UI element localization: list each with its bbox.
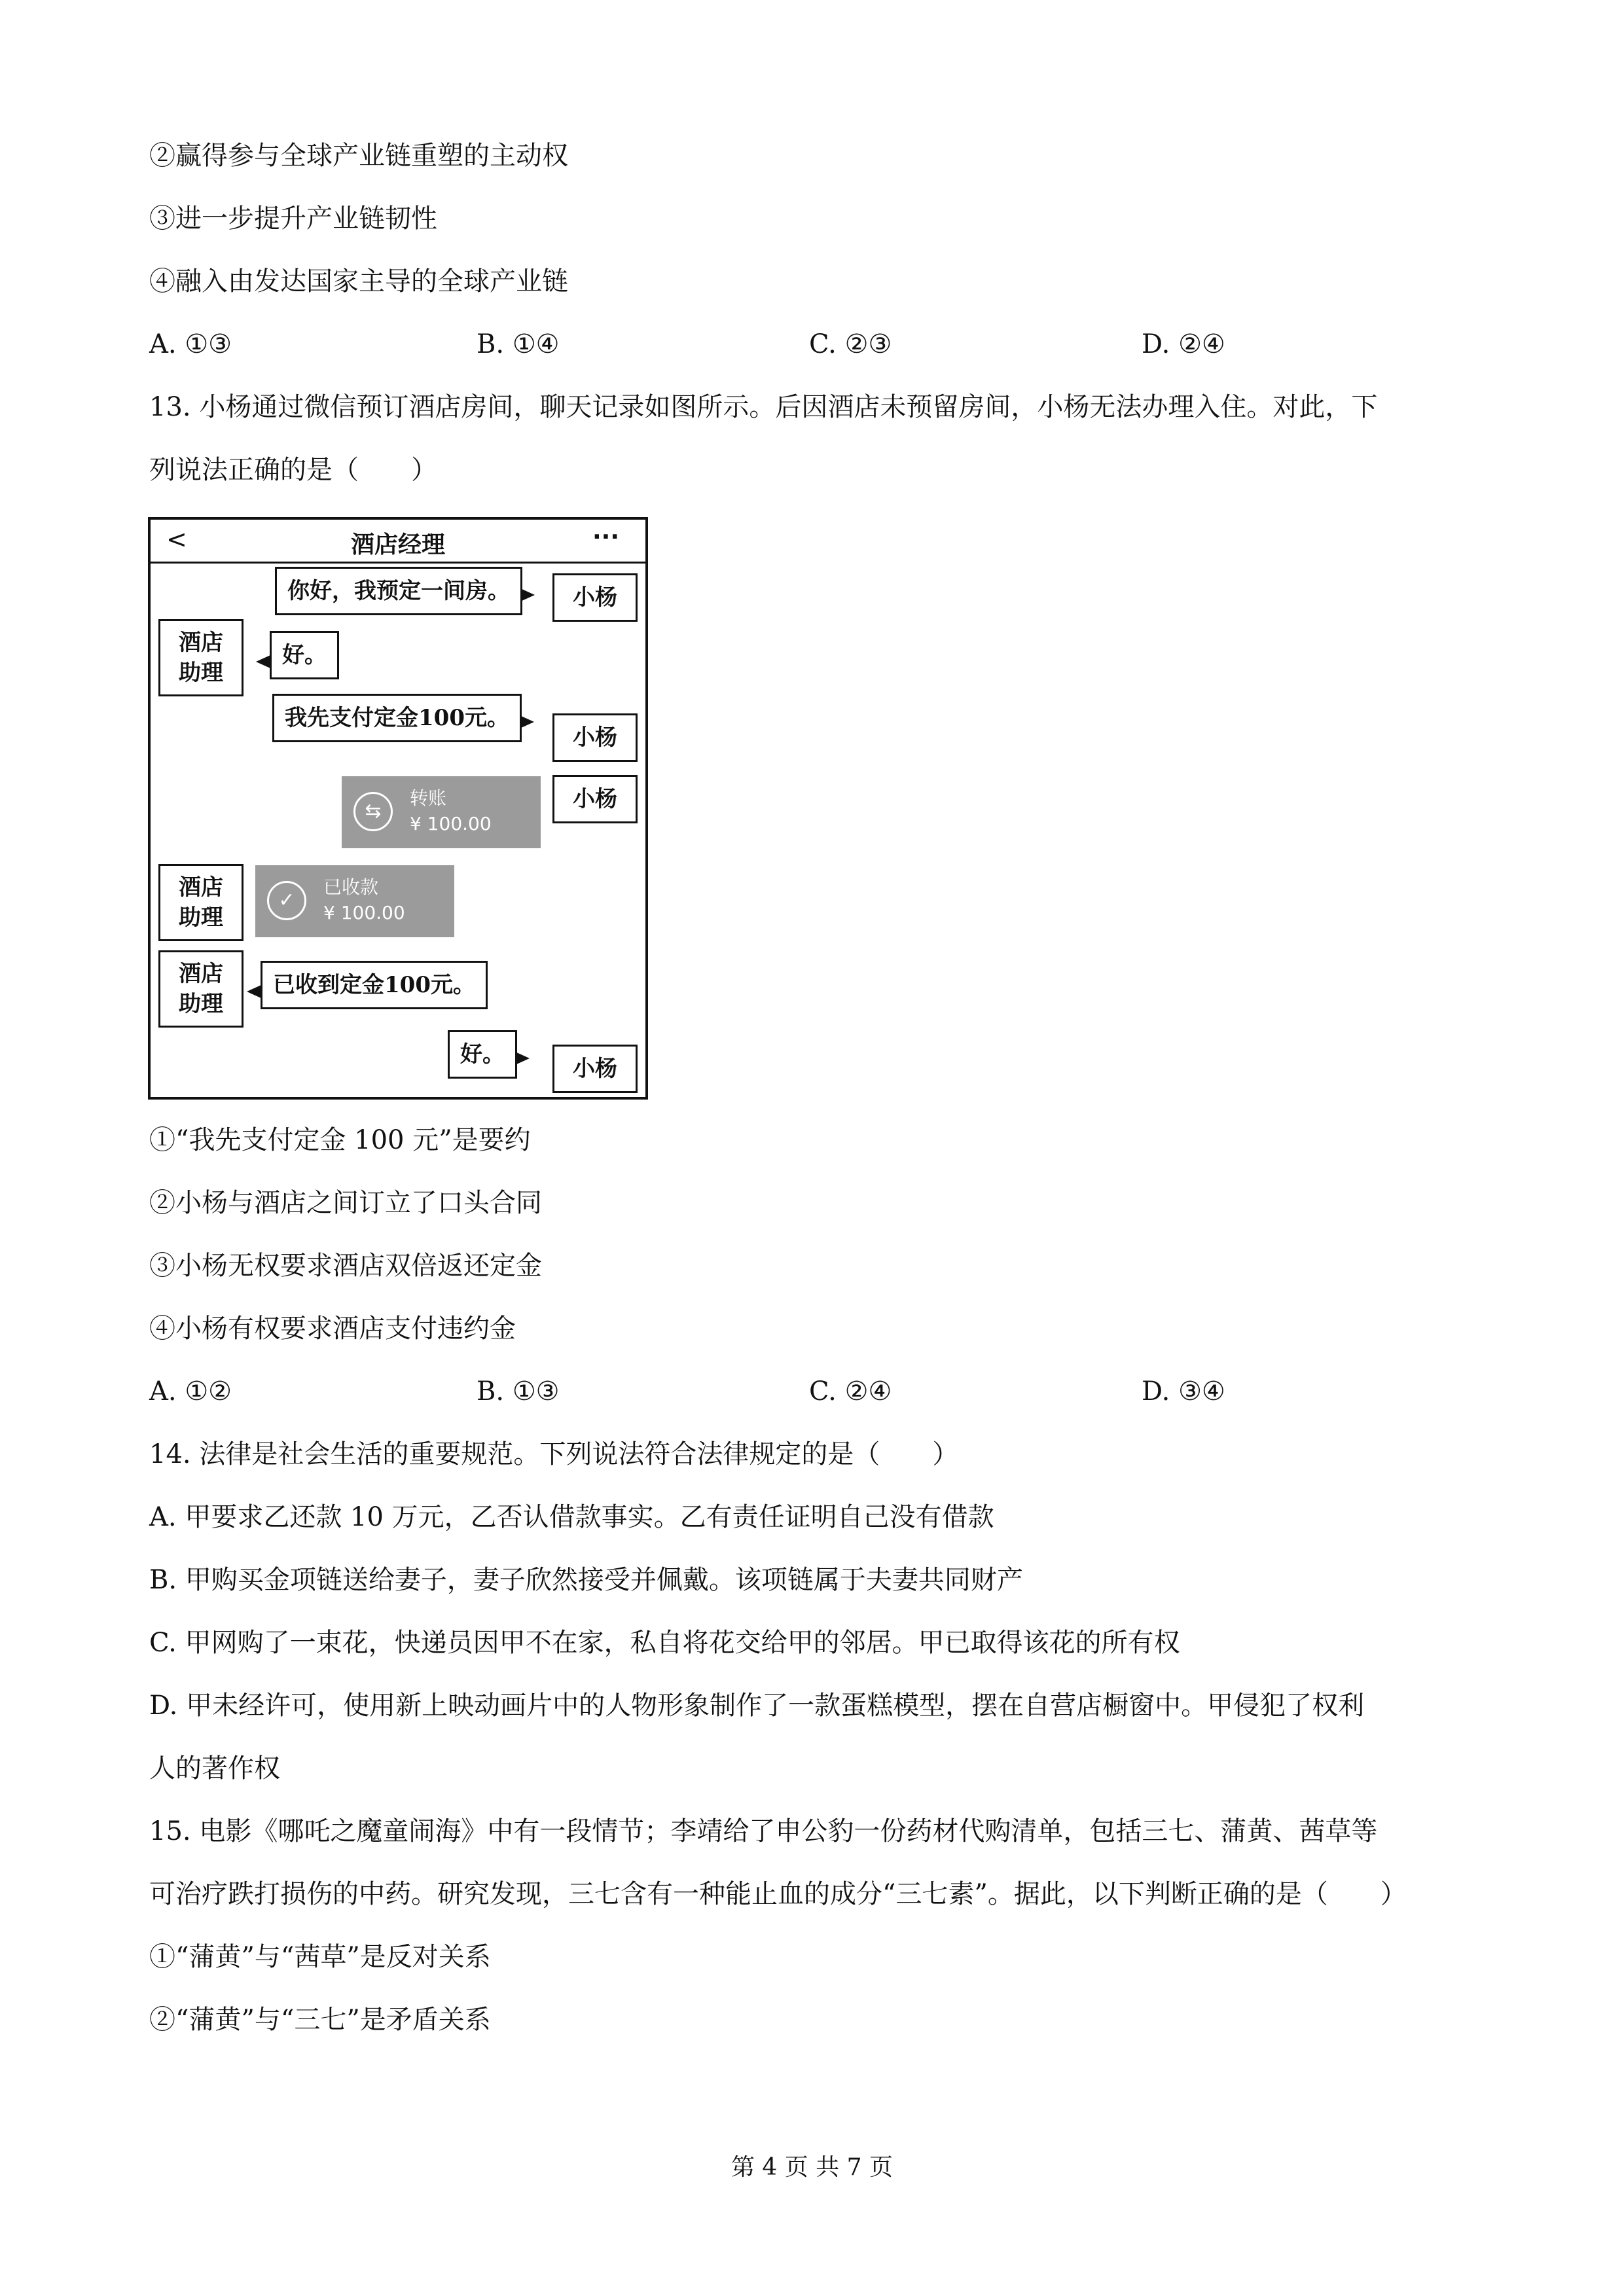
q14-option-a: A. 甲要求乙还款 10 万元，乙否认借款事实。乙有责任证明自己没有借款 [149,1502,994,1532]
avatar-name-line2: 助理 [179,905,223,931]
chat-title: 酒店经理 [350,531,445,558]
q14-option-b: B. 甲购买金项链送给妻子，妻子欣然接受并佩戴。该项链属于夫妻共同财产 [149,1565,1023,1595]
q13-option-c: C. ②④ [809,1376,892,1407]
avatar-name-line2: 助理 [179,991,223,1017]
avatar-hotel-assistant [158,950,244,1028]
avatar-xiaoyang: 小杨 [552,1045,638,1093]
q12-option-b: B. ①④ [477,329,560,359]
transfer-card [342,776,541,848]
q13-option-d: D. ③④ [1142,1376,1225,1407]
avatar-xiaoyang: 小杨 [552,573,638,622]
chat-bubble-msg1 [275,567,522,615]
transfer-label: 转账 [410,787,447,809]
q12-item-4: ④融入由发达国家主导的全球产业链 [149,266,568,296]
chat-bubble-msg4 [261,961,488,1009]
q12-option-d: D. ②④ [1142,329,1225,359]
chat-header [151,520,645,564]
q15-stem-line1: 15. 电影《哪吒之魔童闹海》中有一段情节；李靖给了申公豹一份药材代购清单，包括三七、蒲黄、茜草等 [149,1816,1378,1846]
q15-stem-line2: 可治疗跌打损伤的中药。研究发现，三七含有一种能止血的成分“三七素”。据此，以下判断正确的是（ ） [149,1879,1407,1909]
transfer-amount: ¥ 100.00 [410,813,492,834]
q13-item-1: ①“我先支付定金 100 元”是要约 [149,1125,531,1155]
q13-option-b: B. ①③ [477,1376,560,1407]
bubble-text: 好。 [282,642,327,668]
avatar-hotel-assistant [158,864,244,941]
q14-option-d-line1: D. 甲未经许可，使用新上映动画片中的人物形象制作了一款蛋糕模型，摆在自营店橱窗中。甲侵犯了权利 [149,1691,1365,1721]
chat-bubble-msg2 [270,631,339,679]
transfer-icon: ⇆ [353,792,393,831]
received-amount: ¥ 100.00 [323,902,405,924]
q15-item-1: ①“蒲黄”与“茜草”是反对关系 [149,1942,491,1972]
q12-item-3: ③进一步提升产业链韧性 [149,204,437,234]
avatar-name-line1: 酒店 [179,630,223,656]
chat-screenshot [148,517,648,1100]
q13-stem-line2: 列说法正确的是（ ） [149,455,437,485]
received-card [255,865,454,937]
q12-option-c: C. ②③ [809,329,892,359]
received-label: 已收款 [323,876,379,898]
q13-item-2: ②小杨与酒店之间订立了口头合同 [149,1188,542,1218]
more-icon: ··· [592,524,619,550]
bubble-text: 你好，我预定一间房。 [287,578,510,604]
q12-option-a: A. ①③ [149,329,232,359]
back-icon: < [166,525,187,554]
q14-option-d-line2: 人的著作权 [149,1753,280,1784]
avatar-name-line1: 酒店 [179,874,223,901]
bubble-text: 好。 [460,1041,505,1067]
chat-bubble-msg5 [448,1030,517,1079]
q13-option-a: A. ①② [149,1376,232,1407]
bubble-text: 我先支付定金100元。 [285,705,509,731]
q13-stem-line1: 13. 小杨通过微信预订酒店房间，聊天记录如图所示。后因酒店未预留房间，小杨无法办理入住。对此，下 [149,392,1378,422]
avatar-xiaoyang: 小杨 [552,713,638,762]
q14-stem: 14. 法律是社会生活的重要规范。下列说法符合法律规定的是（ ） [149,1439,959,1469]
avatar-xiaoyang: 小杨 [552,775,638,823]
bubble-text: 已收到定金100元。 [273,972,475,998]
page-footer: 第 4 页 共 7 页 [731,2154,893,2181]
q13-item-4: ④小杨有权要求酒店支付违约金 [149,1314,516,1344]
avatar-name-line2: 助理 [179,660,223,686]
q14-option-c: C. 甲网购了一束花，快递员因甲不在家，私自将花交给甲的邻居。甲已取得该花的所有权 [149,1628,1180,1658]
avatar-hotel-assistant [158,619,244,696]
q15-item-2: ②“蒲黄”与“三七”是矛盾关系 [149,2005,491,2035]
chat-bubble-msg3 [272,694,522,742]
q13-item-3: ③小杨无权要求酒店双倍返还定金 [149,1251,542,1281]
avatar-name-line1: 酒店 [179,961,223,987]
q12-item-2: ②赢得参与全球产业链重塑的主动权 [149,141,568,171]
check-icon: ✓ [267,881,306,920]
